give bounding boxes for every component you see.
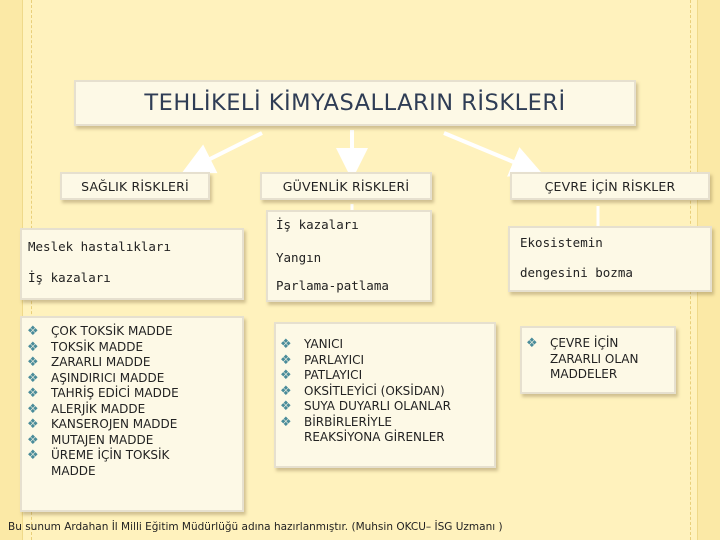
- list-item: ❖ ÇEVRE İÇİN ZARARLI OLAN MADDELER: [526, 336, 639, 381]
- environment-items-list: [526, 336, 666, 383]
- safety-risks-box: [260, 172, 432, 200]
- diamond-bullet-icon: ❖: [27, 401, 39, 417]
- list-item: ❖ MUTAJEN MADDE: [27, 432, 154, 448]
- diamond-bullet-icon: ❖: [27, 355, 39, 370]
- safety-sub1: İş kazaları: [276, 217, 359, 232]
- list-item: ❖ TAHRİŞ EDİCİ MADDE: [27, 386, 179, 401]
- diamond-bullet-icon: ❖: [280, 337, 292, 352]
- diamond-bullet-icon: ❖: [280, 383, 292, 399]
- health-risks-label: SAĞLIK RİSKLERİ: [81, 178, 189, 194]
- safety-risks-label: GÜVENLİK RİSKLERİ: [282, 178, 410, 194]
- health-sub2: İş kazaları: [28, 270, 111, 285]
- environment-sub1: Ekosistemin: [520, 235, 603, 250]
- diamond-bullet-icon: ❖: [27, 448, 39, 463]
- diamond-bullet-icon: ❖: [280, 399, 292, 414]
- health-items-list: [27, 324, 239, 479]
- diagram-title: TEHLİKELİ KİMYASALLARIN RİSKLERİ: [144, 90, 566, 116]
- environment-risks-label: ÇEVRE İÇİN RİSKLER: [544, 178, 676, 194]
- list-item: ❖ PARLAYICI: [280, 352, 365, 368]
- arrow-to-health: [196, 133, 262, 166]
- diamond-bullet-icon: ❖: [280, 414, 292, 430]
- diamond-bullet-icon: ❖: [27, 370, 39, 386]
- safety-sub2: Yangın: [276, 250, 322, 265]
- list-item: ❖ KANSEROJEN MADDE: [27, 417, 178, 432]
- health-sub1: Meslek hastalıkları: [28, 239, 171, 254]
- diamond-bullet-icon: ❖: [526, 336, 538, 351]
- health-risks-box: [60, 172, 210, 200]
- diamond-bullet-icon: ❖: [27, 324, 39, 339]
- diamond-bullet-icon: ❖: [27, 339, 39, 355]
- diamond-bullet-icon: ❖: [27, 417, 39, 432]
- environment-sub2: dengesini bozma: [520, 265, 633, 280]
- list-item: ❖ YANICI: [280, 337, 344, 352]
- list-item: ❖ PATLAYICI: [280, 368, 363, 383]
- list-item: ❖ ÇOK TOKSİK MADDE: [27, 324, 173, 339]
- list-item: ❖ BİRBİRLERİYLE REAKSİYONA GİRENLER: [280, 414, 445, 444]
- list-item: ❖ TOKSİK MADDE: [27, 339, 144, 355]
- footer-credit: Bu sunum Ardahan İl Milli Eğitim Müdürlüğü adına hazırlanmıştır. (Muhsin OKCU– İSG Uzmanı ): [8, 521, 503, 533]
- list-item: ❖ SUYA DUYARLI OLANLAR: [280, 399, 451, 414]
- diamond-bullet-icon: ❖: [27, 386, 39, 401]
- list-item: ❖ ÜREME İÇİN TOKSİK MADDE: [27, 448, 170, 478]
- diamond-bullet-icon: ❖: [280, 352, 292, 368]
- environment-risks-box: [510, 172, 710, 200]
- title-box: [74, 80, 636, 126]
- list-item: ❖ OKSİTLEYİCİ (OKSİDAN): [280, 383, 445, 399]
- list-item: ❖ ALERJİK MADDE: [27, 401, 146, 417]
- list-item: ❖ AŞINDIRICI MADDE: [27, 370, 165, 386]
- arrow-to-environment: [444, 133, 528, 168]
- diamond-bullet-icon: ❖: [280, 368, 292, 383]
- safety-sub3: Parlama-patlama: [276, 278, 389, 293]
- diamond-bullet-icon: ❖: [27, 432, 39, 448]
- list-item: ❖ ZARARLI MADDE: [27, 355, 151, 370]
- safety-items-list: [280, 337, 492, 446]
